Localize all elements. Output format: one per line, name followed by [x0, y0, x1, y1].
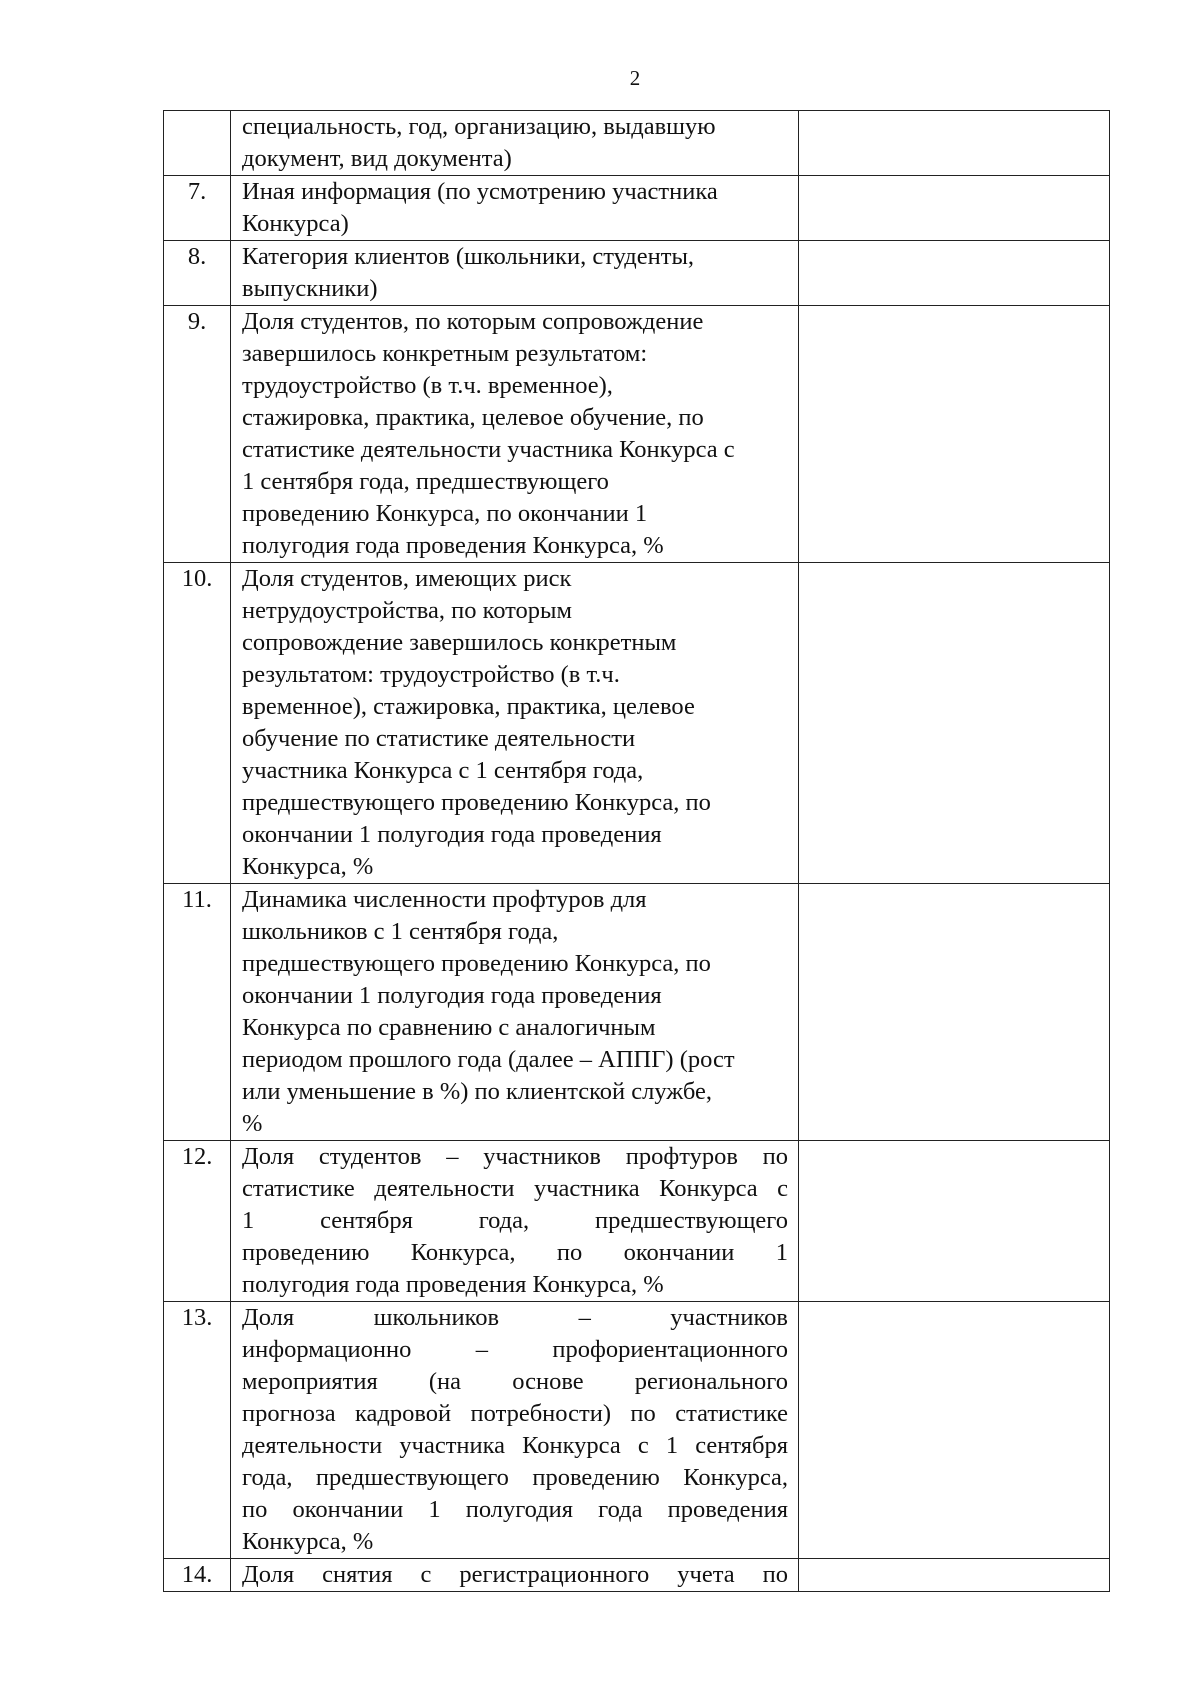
row-number: 11.: [164, 884, 231, 1141]
value-field[interactable]: [799, 176, 1110, 241]
description-line: нетрудоустройства, по которым: [242, 597, 573, 624]
description-line: по окончании 1 полугодия года проведения: [242, 1496, 788, 1523]
description-line: Конкурса по сравнению с аналогичным: [242, 1014, 656, 1041]
value-field[interactable]: [799, 111, 1110, 176]
description-line: проведению Конкурса, по окончании 1: [242, 1239, 788, 1266]
value-field[interactable]: [799, 884, 1110, 1141]
row-description: [231, 884, 799, 1141]
description-line: специальность, год, организацию, выдавшую: [242, 113, 716, 140]
description-line: периодом прошлого года (далее – АППГ) (рост: [242, 1046, 735, 1073]
description-line: Доля студентов – участников профтуров по: [242, 1143, 788, 1170]
row-description: [231, 563, 799, 884]
description-line: полугодия года проведения Конкурса, %: [242, 1271, 664, 1298]
row-description: [231, 1302, 799, 1559]
table-row: [164, 884, 1110, 1141]
description-line: или уменьшение в %) по клиентской службе,: [242, 1078, 713, 1105]
table-row: [164, 1559, 1110, 1592]
row-number: 10.: [164, 563, 231, 884]
description-line: Доля школьников – участников: [242, 1304, 788, 1331]
description-line: Динамика численности профтуров для: [242, 886, 647, 913]
description-line: результатом: трудоустройство (в т.ч.: [242, 661, 620, 688]
row-number: 12.: [164, 1141, 231, 1302]
value-field[interactable]: [799, 1141, 1110, 1302]
table-row: [164, 1302, 1110, 1559]
description-line: 1 сентября года, предшествующего: [242, 1207, 788, 1234]
description-line: школьников с 1 сентября года,: [242, 918, 559, 945]
description-line: предшествующего проведению Конкурса, по: [242, 789, 711, 816]
description-line: проведению Конкурса, по окончании 1: [242, 500, 648, 527]
row-number: 8.: [164, 241, 231, 306]
row-number: 9.: [164, 306, 231, 563]
description-line: завершилось конкретным результатом:: [242, 340, 648, 367]
value-field[interactable]: [799, 241, 1110, 306]
table-row: [164, 1141, 1110, 1302]
row-number: 7.: [164, 176, 231, 241]
description-line: Конкурса): [242, 210, 349, 237]
row-number: 14.: [164, 1559, 231, 1592]
row-description: [231, 1141, 799, 1302]
value-field[interactable]: [799, 1559, 1110, 1592]
description-line: Категория клиентов (школьники, студенты,: [242, 243, 695, 270]
table-row: [164, 111, 1110, 176]
description-line: окончании 1 полугодия года проведения: [242, 821, 662, 848]
description-line: выпускники): [242, 275, 378, 302]
value-field[interactable]: [799, 306, 1110, 563]
row-description: [231, 176, 799, 241]
description-line: Доля студентов, по которым сопровождение: [242, 308, 704, 335]
description-line: %: [242, 1110, 263, 1137]
description-line: обучение по статистике деятельности: [242, 725, 636, 752]
description-line: окончании 1 полугодия года проведения: [242, 982, 662, 1009]
row-description: [231, 111, 799, 176]
table-row: [164, 176, 1110, 241]
application-form-table: [163, 110, 1110, 1592]
description-line: Конкурса, %: [242, 853, 374, 880]
row-description: [231, 1559, 799, 1592]
value-field[interactable]: [799, 1302, 1110, 1559]
description-line: участника Конкурса с 1 сентября года,: [242, 757, 644, 784]
description-line: предшествующего проведению Конкурса, по: [242, 950, 711, 977]
description-line: трудоустройство (в т.ч. временное),: [242, 372, 613, 399]
description-line: статистике деятельности участника Конкурса с: [242, 1175, 788, 1202]
description-line: полугодия года проведения Конкурса, %: [242, 532, 664, 559]
row-number: 13.: [164, 1302, 231, 1559]
description-line: временное), стажировка, практика, целевое: [242, 693, 695, 720]
table-row: [164, 563, 1110, 884]
table-row: [164, 241, 1110, 306]
description-line: стажировка, практика, целевое обучение, по: [242, 404, 704, 431]
row-number: [164, 111, 231, 176]
description-line: статистике деятельности участника Конкурса с: [242, 436, 735, 463]
description-line: сопровождение завершилось конкретным: [242, 629, 677, 656]
description-line: Иная информация (по усмотрению участника: [242, 178, 718, 205]
description-line: 1 сентября года, предшествующего: [242, 468, 609, 495]
row-description: [231, 241, 799, 306]
description-line: Доля студентов, имеющих риск: [242, 565, 572, 592]
description-line: мероприятия (на основе регионального: [242, 1368, 788, 1395]
table-row: [164, 306, 1110, 563]
page-number: 2: [629, 66, 641, 90]
description-line: Доля снятия с регистрационного учета по: [242, 1561, 788, 1588]
description-line: деятельности участника Конкурса с 1 сентября: [242, 1432, 788, 1459]
value-field[interactable]: [799, 563, 1110, 884]
description-line: года, предшествующего проведению Конкурса,: [242, 1464, 788, 1491]
row-description: [231, 306, 799, 563]
description-line: документ, вид документа): [242, 145, 512, 172]
description-line: прогноза кадровой потребности) по статистике: [242, 1400, 788, 1427]
description-line: Конкурса, %: [242, 1528, 374, 1555]
description-line: информационно – профориентационного: [242, 1336, 788, 1363]
